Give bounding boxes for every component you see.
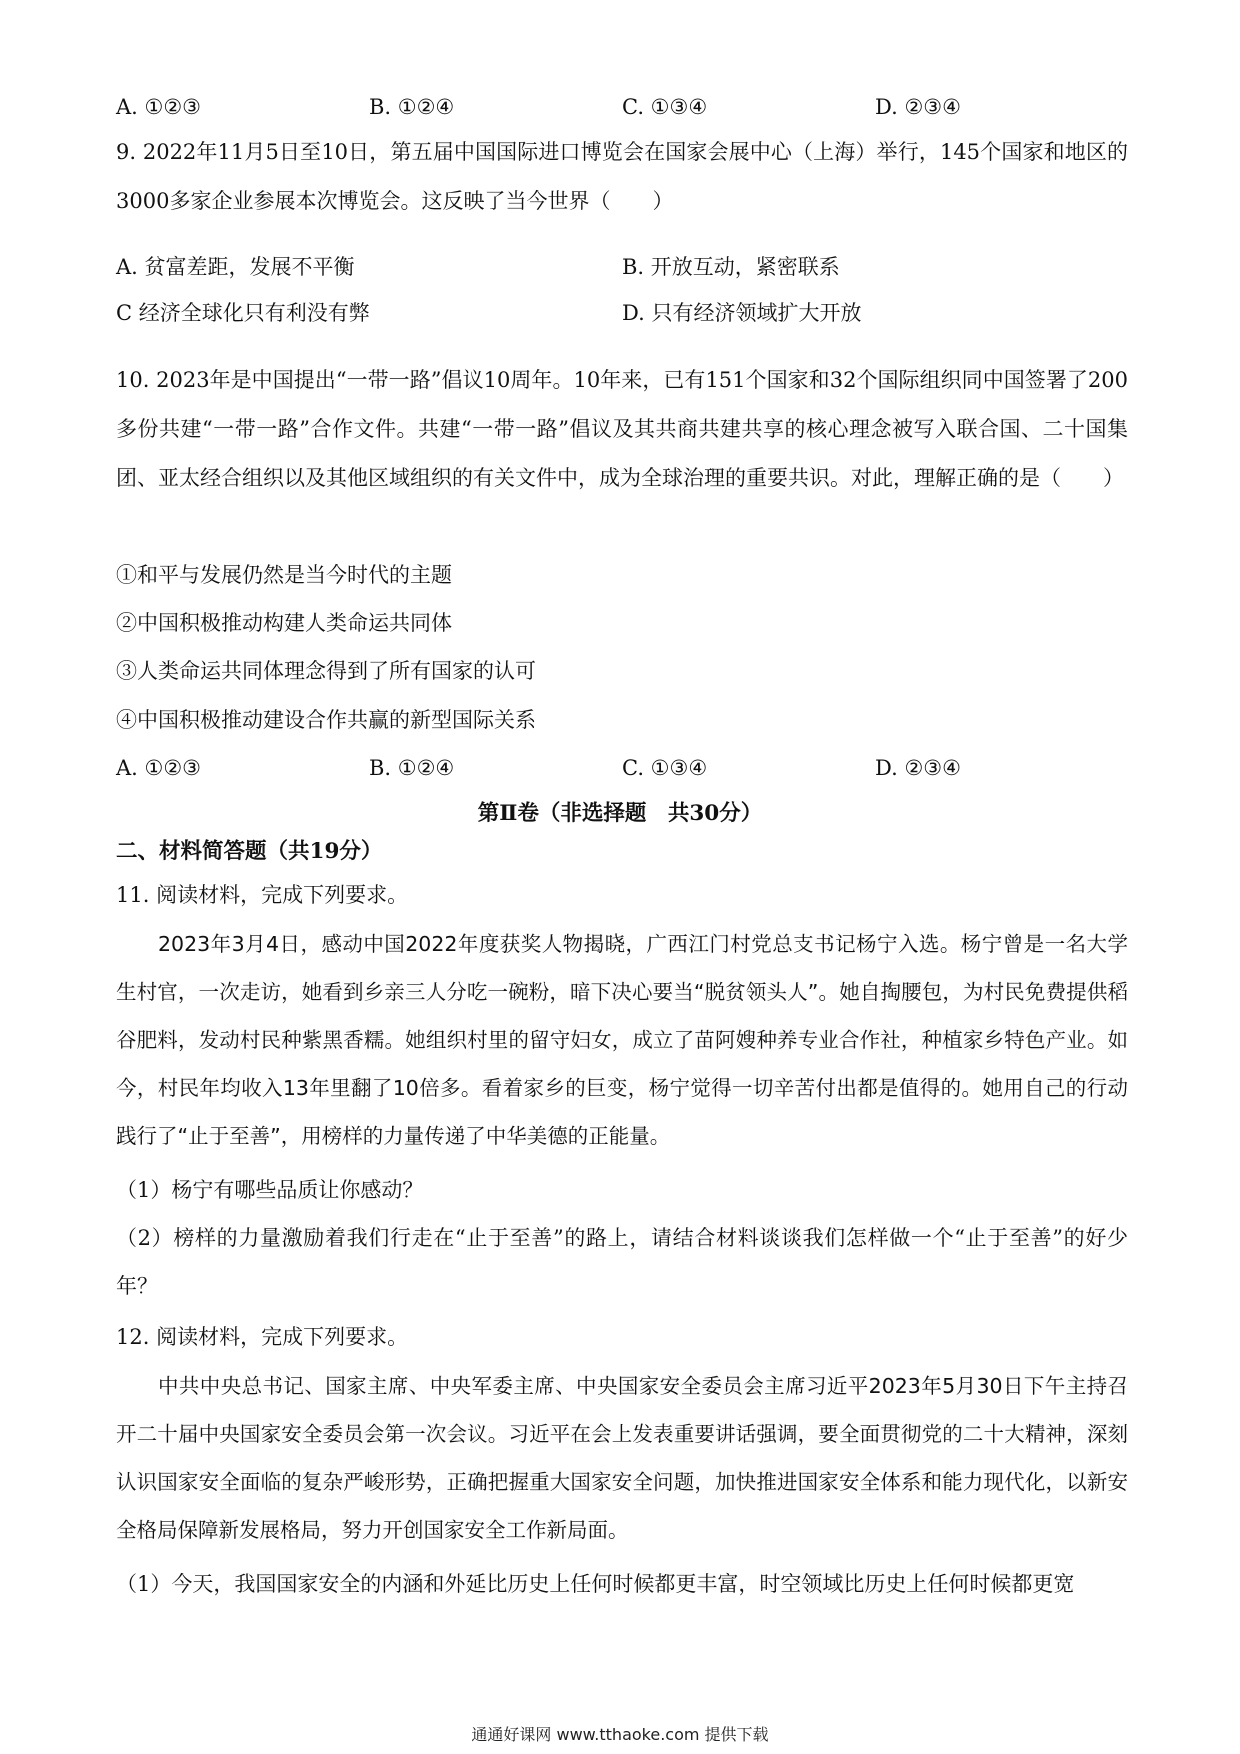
q11-material: 2023年3月4日，感动中国2022年度获奖人物揭晓，广西江门村党总支书记杨宁入选。杨宁曾是一名大学生村官，一次走访，她看到乡亲三人分吃一碗粉，暗下决心要当“脱贫领头人”。她自掏腰包，为村民免费提供稻谷肥料，发动村民种紫黑香糯。她组织村里的留守妇女，成立了苗阿嫂种养专业合作社，种植家乡特色产业。如今，村民年均收入13年里翻了10倍多。看着家乡的巨变，杨宁觉得一切辛苦付出都是值得的。她用自己的行动践行了“止于至善”，用榜样的力量传递了中华美德的正能量。 [116, 932, 1128, 1148]
q9-option-a: A. 贫富差距，发展不平衡 [116, 255, 355, 279]
q10-stem: 10. 2023年是中国提出“一带一路”倡议10周年。10年来，已有151个国家和32个国际组织同中国签署了200多份共建“一带一路”合作文件。共建“一带一路”倡议及其共商共建共享的核心理念被写入联合国、二十国集团、亚太经合组织以及其他区域组织的有关文件中，成为全球治理的重要共识。对此，理解正确的是（ ） [116, 368, 1128, 490]
q11-sub1: （1）杨宁有哪些品质让你感动？ [116, 1178, 424, 1202]
q10-statement-1: ①和平与发展仍然是当今时代的主题 [116, 563, 452, 587]
part2-title: 第Ⅱ卷（非选择题 共30分） [477, 801, 763, 826]
q10-statement-2: ②中国积极推动构建人类命运共同体 [116, 611, 452, 635]
q11-stem: 11. 阅读材料，完成下列要求。 [116, 883, 409, 907]
q10-options [116, 753, 1128, 783]
q10-statement-3: ③人类命运共同体理念得到了所有国家的认可 [116, 659, 536, 683]
q8-option-b: B. ①②④ [369, 95, 455, 119]
footer-watermark: 通通好课网 www.tthaoke.com 提供下载 [471, 1725, 769, 1744]
q11-sub2: （2）榜样的力量激励着我们行走在“止于至善”的路上，请结合材料谈谈我们怎样做一个“止于至善”的好少年？ [116, 1226, 1128, 1298]
q9-stem: 9. 2022年11月5日至10日，第五届中国国际进口博览会在国家会展中心（上海）举行，145个国家和地区的3000多家企业参展本次博览会。这反映了当今世界（ ） [116, 140, 1128, 213]
q8-option-a: A. ①②③ [116, 95, 201, 119]
q10-option-b: B. ①②④ [369, 756, 455, 780]
section2-heading: 二、材料简答题（共19分） [116, 839, 383, 864]
q12-stem: 12. 阅读材料，完成下列要求。 [116, 1325, 409, 1349]
q8-options [116, 92, 1128, 122]
q10-option-c: C. ①③④ [622, 756, 708, 780]
q9-option-b: B. 开放互动，紧密联系 [622, 255, 840, 279]
q10-option-d: D. ②③④ [875, 756, 961, 780]
q12-sub1: （1）今天，我国国家安全的内涵和外延比历史上任何时候都更丰富，时空领域比历史上任何时候都更宽 [116, 1572, 1075, 1596]
q9-option-d: D. 只有经济领域扩大开放 [622, 301, 862, 325]
q8-option-c: C. ①③④ [622, 95, 708, 119]
q10-option-a: A. ①②③ [116, 756, 201, 780]
q10-statement-4: ④中国积极推动建设合作共赢的新型国际关系 [116, 708, 536, 732]
q8-option-d: D. ②③④ [875, 95, 961, 119]
q9-option-c: C 经济全球化只有利没有弊 [116, 301, 370, 325]
q9-options-row1 [116, 252, 1128, 282]
q12-material: 中共中央总书记、国家主席、中央军委主席、中央国家安全委员会主席习近平2023年5月30日下午主持召开二十届中央国家安全委员会第一次会议。习近平在会上发表重要讲话强调，要全面贯彻党的二十大精神，深刻认识国家安全面临的复杂严峻形势，正确把握重大国家安全问题，加快推进国家安全体系和能力现代化，以新安全格局保障新发展格局，努力开创国家安全工作新局面。 [116, 1374, 1128, 1542]
q9-options-row2 [116, 298, 1128, 328]
